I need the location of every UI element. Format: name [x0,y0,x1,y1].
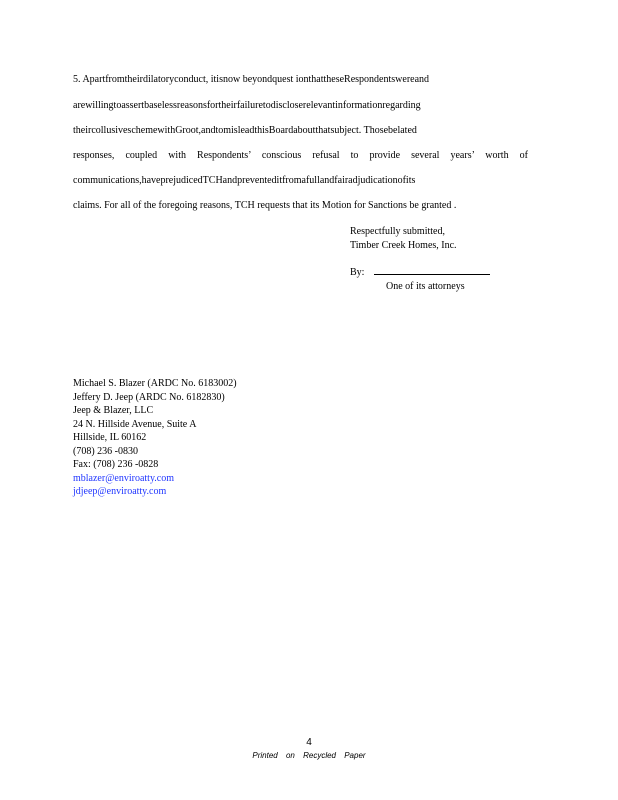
body-line: arewillingtoassertbaselessreasonsfortheirfailuretodiscloserelevantinformationregarding [73,100,421,111]
company-name: Timber Creek Homes, Inc. [350,240,457,251]
address-line: Jeffery D. Jeep (ARDC No. 6182830) [73,391,225,403]
closing-text: Respectfully submitted, [350,226,445,237]
address-line: Michael S. Blazer (ARDC No. 6183002) [73,378,237,389]
body-line: 5. Apartfromtheirdilatoryconduct, itisnow beyondquest ionthattheseRespondentswereand [73,74,430,85]
page-number: 4 [306,737,312,748]
signature-underline [374,265,490,275]
attorney-address-block [73,377,237,499]
body-line: responses, coupled with Respondents’ conscious refusal to provide several years’ worth of [73,150,528,161]
signature-by-line [350,265,490,279]
address-line: Jeep & Blazer, LLC [73,405,154,416]
body-line: claims. For all of the foregoing reasons, TCH requests that its Motion for Sanctions be granted . [73,200,457,211]
by-label: By: [350,267,365,278]
address-line: (708) 236 -0830 [73,445,138,457]
address-line: 24 N. Hillside Avenue, Suite A [73,418,197,430]
body-line: communications,haveprejudicedTCHandpreventeditfromafullandfairadjudicationofits [73,175,416,186]
attorney-caption: One of its attorneys [386,281,465,292]
footer-note: Printed on Recycled Paper [252,751,366,760]
email-link[interactable]: mblazer@enviroatty.com [73,472,175,484]
email-link[interactable]: jdjeep@enviroatty.com [73,486,167,497]
address-line: Fax: (708) 236 -0828 [73,459,159,470]
address-line: Hillside, IL 60162 [73,432,147,443]
body-line: theircollusiveschemewithGroot,andtomisleadthisBoardaboutthatsubject. Thosebelated [73,125,417,136]
